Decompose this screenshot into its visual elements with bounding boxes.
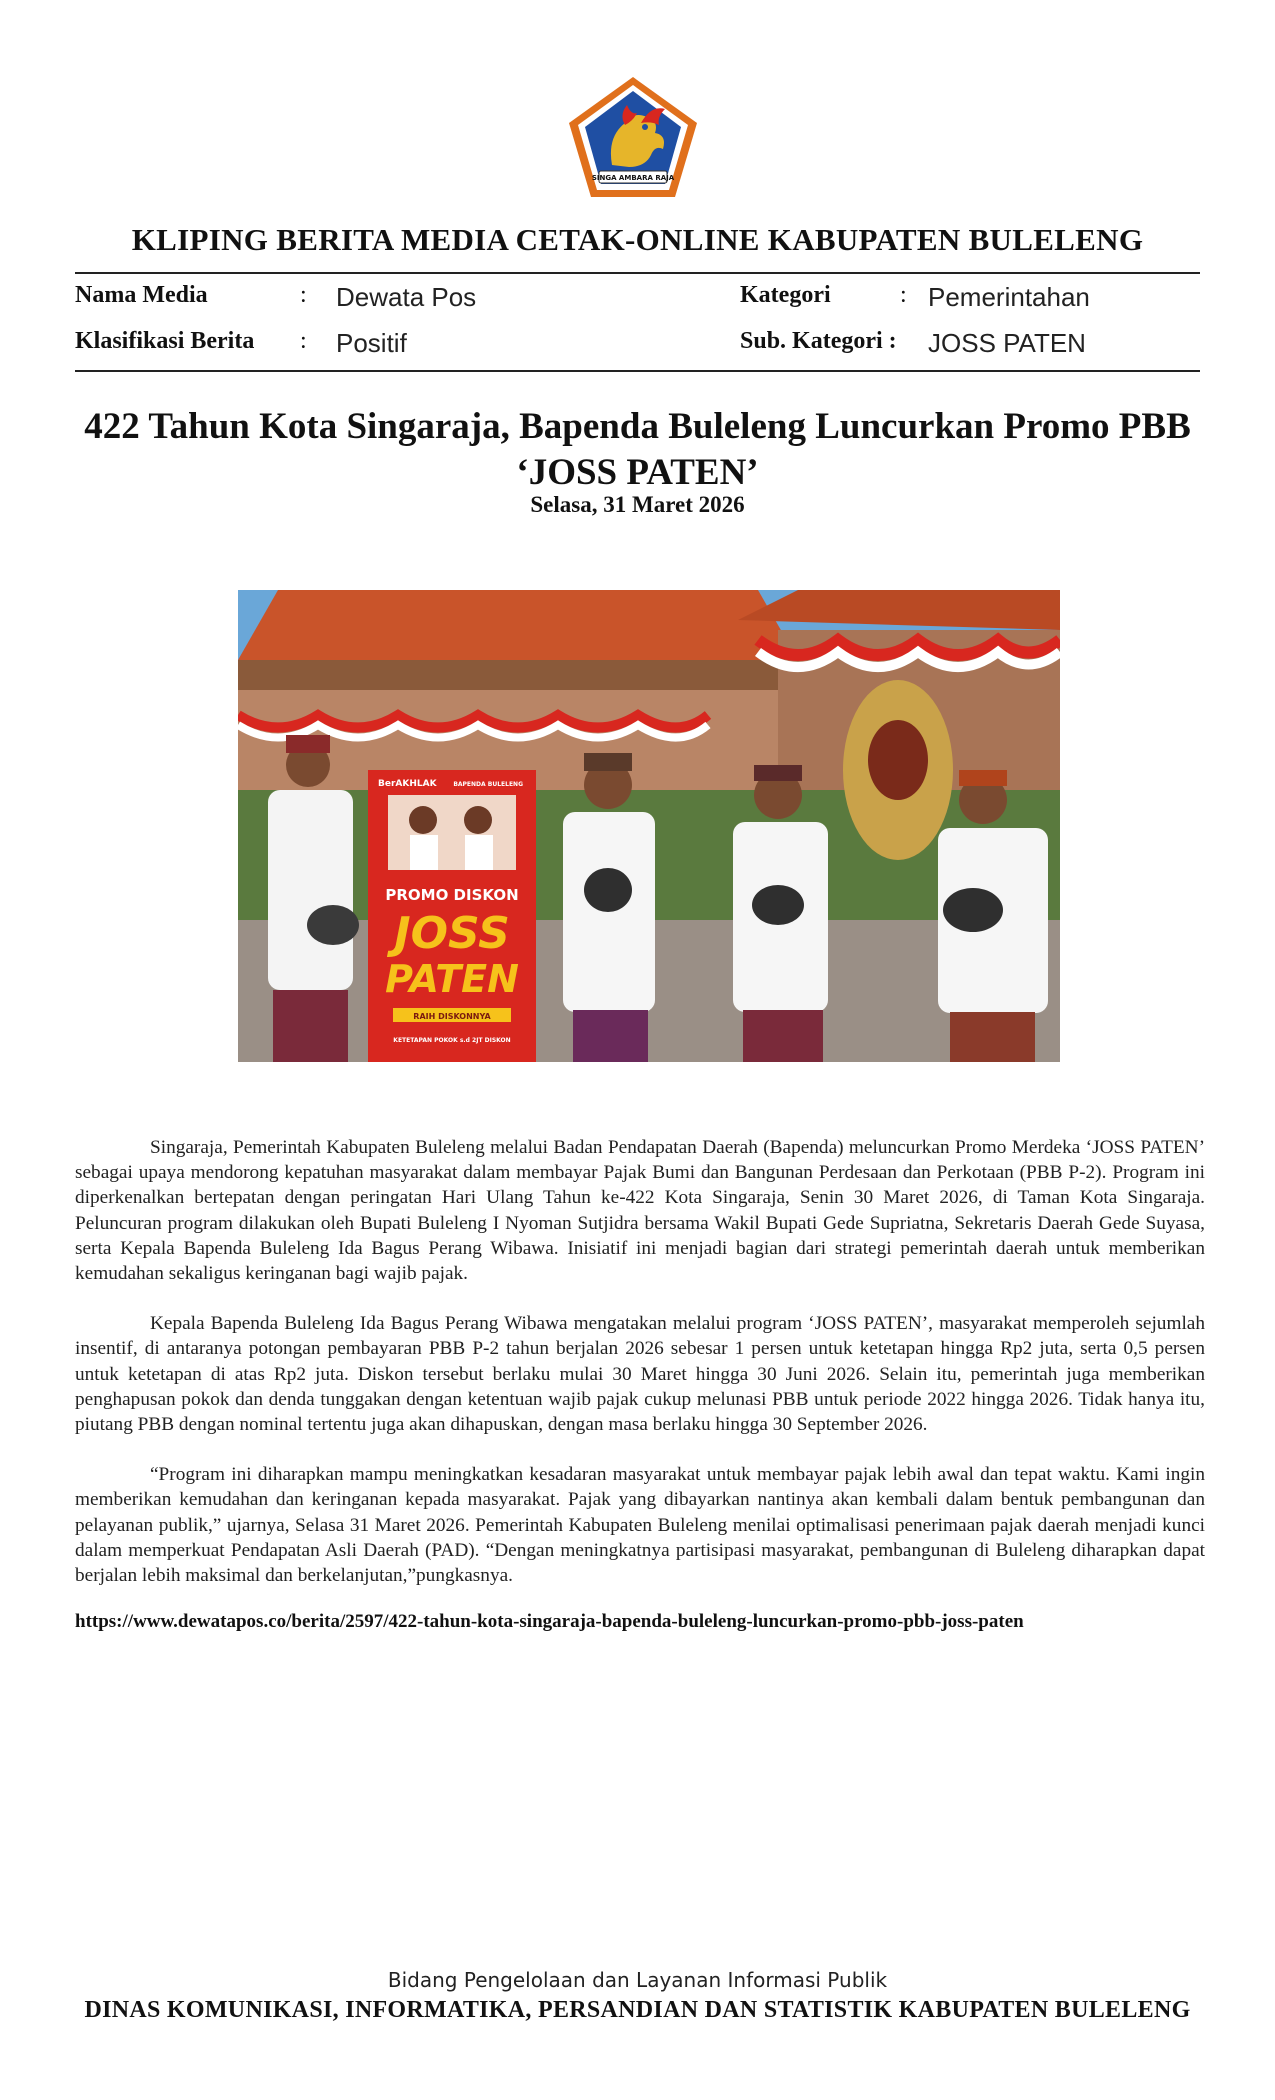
article-paragraph: “Program ini diharapkan mampu meningkatkan kesadaran masyarakat untuk membayar pajak lebih awal dan tepat waktu. Kami ingin memberikan kemudahan dan keringanan kepada masyarakat. Pajak yang dibayarkan nantinya akan kembali dalam bentuk pembangunan dan pelayanan publik,” ujarnya, Selasa 31 Maret 2026. Pemerintah Kabupaten Buleleng menilai optimalisasi penerimaan pajak daerah menjadi kunci dalam memperkuat Pendapatan Asli Daerah (PAD). “Dengan meningkatnya partisipasi masyarakat, pembangunan di Buleleng diharapkan dapat berjalan lebih maksimal dan berkelanjutan,”pungkasnya. [75, 1464, 1205, 1587]
footer-agency: DINAS KOMUNIKASI, INFORMATIKA, PERSANDIAN DAN STATISTIK KABUPATEN BULELENG [84, 1997, 1191, 2023]
article-body [75, 1135, 1205, 1613]
article-paragraph: Kepala Bapenda Buleleng Ida Bagus Perang Wibawa mengatakan melalui program ‘JOSS PATEN’, masyarakat memperoleh sejumlah insentif, di antaranya potongan pembayaran PBB P-2 tahun berjalan 2026 sebesar 1 persen untuk ketetapan hingga Rp2 juta, serta 0,5 persen untuk ketetapan di atas Rp2 juta. Diskon tersebut berlaku mulai 30 Maret hingga 30 Juni 2026. Selain itu, pemerintah juga memberikan penghapusan pokok dan denda tunggakan dengan ketentuan wajib pajak cukup melunasi PBB untuk periode 2022 hingga 2026. Tidak hanya itu, piutang PBB dengan nominal tertentu juga akan dihapuskan, dengan masa berlaku hingga 30 September 2026. [75, 1313, 1205, 1436]
subcategory-value: JOSS PATEN [928, 328, 1086, 358]
photo-banner-berakhlak: BerAKHLAK [378, 779, 437, 789]
media-name-value: Dewata Pos [336, 282, 477, 312]
logo-motto: SINGA AMBARA RAJA [591, 174, 675, 182]
classification-colon: : [300, 328, 307, 354]
category-colon: : [900, 282, 907, 308]
header-divider-bottom [75, 370, 1200, 372]
header-divider-top [75, 272, 1200, 274]
photo-banner-sub: RAIH DISKONNYA [413, 1012, 491, 1021]
classification-label: Klasifikasi Berita [75, 328, 255, 354]
photo-banner-promo: PROMO DISKON [385, 886, 519, 904]
subcategory-label: Sub. Kategori : [740, 328, 897, 354]
source-url-link[interactable]: https://www.dewatapos.co/berita/2597/422-tahun-kota-singaraja-bapenda-buleleng-luncurkan-promo-pbb-joss-paten [75, 1611, 1024, 1632]
category-value: Pemerintahan [928, 282, 1090, 312]
article-date: Selasa, 31 Maret 2026 [530, 492, 745, 517]
article-paragraph: Singaraja, Pemerintah Kabupaten Buleleng melalui Badan Pendapatan Daerah (Bapenda) meluncurkan Promo Merdeka ‘JOSS PATEN’ sebagai upaya mendorong kepatuhan masyarakat dalam membayar Pajak Bumi dan Bangunan Perdesaan dan Perkotaan (PBB P-2). Program ini diperkenalkan bertepatan dengan peringatan Hari Ulang Tahun ke-422 Kota Singaraja, Senin 30 Maret 2026, di Taman Kota Singaraja. Peluncuran program dilakukan oleh Bupati Buleleng I Nyoman Sutjidra bersama Wakil Bupati Gede Supriatna, Sekretaris Daerah Gede Suyasa, serta Kepala Bapenda Buleleng Ida Bagus Perang Wibawa. Inisiatif ini menjadi bagian dari strategi pemerintah daerah untuk memberikan kemudahan sekaligus keringanan bagi wajib pajak. [75, 1137, 1205, 1285]
category-label: Kategori [740, 282, 831, 308]
media-name-colon: : [300, 282, 307, 308]
regency-emblem-logo [567, 75, 699, 199]
photo-banner-fine: KETETAPAN POKOK s.d 2JT DISKON [393, 1037, 511, 1044]
classification-value: Positif [336, 328, 407, 358]
clipping-title: KLIPING BERITA MEDIA CETAK-ONLINE KABUPATEN BULELENG [131, 222, 1144, 257]
photo-banner-joss: JOSS [394, 908, 510, 959]
article-photo [238, 590, 1060, 1062]
media-name-label: Nama Media [75, 282, 208, 308]
photo-banner-bapenda: BAPENDA BULELENG [453, 781, 523, 788]
footer-division: Bidang Pengelolaan dan Layanan Informasi Publik [387, 1968, 888, 1992]
photo-banner-paten: PATEN [385, 957, 519, 1001]
article-headline: 422 Tahun Kota Singaraja, Bapenda Buleleng Luncurkan Promo PBB ‘JOSS PATEN’ [84, 406, 1191, 493]
